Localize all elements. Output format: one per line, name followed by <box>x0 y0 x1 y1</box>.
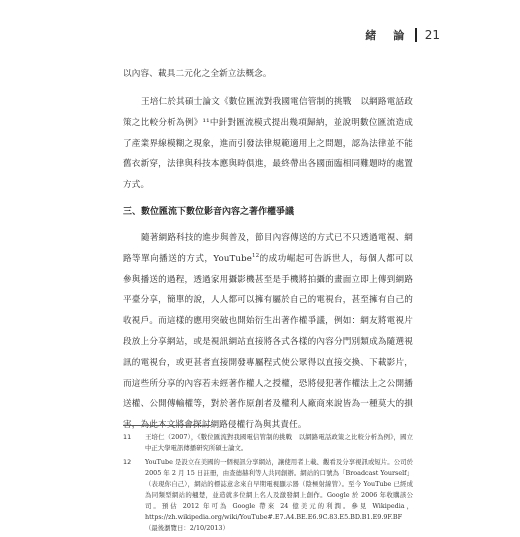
section-heading: 三、數位匯流下數位影音內容之著作權爭議 <box>123 207 295 217</box>
footnote-ref-12: 12 <box>251 252 260 259</box>
footnote-divider <box>123 425 211 426</box>
running-section-title: 緒 論 <box>365 29 408 42</box>
page-number: 21 <box>424 28 440 42</box>
paragraph-intro: 以內容、載具二元化之全新立法概念。 <box>123 69 272 79</box>
paragraph-main-text-1: 隨著網路科技的進步與普及，節目內容傳送的方式已不只透過電視、網路等單向播送的方式，YouTube <box>123 233 413 264</box>
footnote-text: YouTube 是設立在美國的一個視訊分享網站，讓使用者上載、觀看及分享視訊或短片。公司於 2005 年 2 月 15 日註冊，由查德赫利等人共同創辦。網站的口號為「Broadcast Yourself」（表現你自己），網站的標誌意念來自早期電視顯示器（陰極射線管）。至今 YouTube 已經成為同類型網站的翹楚，並造就多位網上名人及激發網上創作。Google 於 2006 年收購該公司。預估 2012 年可為 Google 帶來 24 億美元的利潤。參見 Wikipedia，https://zh.wikipedia.org/wiki/YouTube#.E7.A4.BE.E6.9C.83.E5.BD.B1.E9.9F.BF（最後瀏覽日：2/10/2013） <box>145 458 413 532</box>
footnote-item <box>123 457 413 534</box>
footnotes <box>123 432 413 537</box>
paragraph-main-text-2: 的成功崛起可告訴世人，每個人都可以參與播送的過程，透過家用攝影機甚至是手機將拍攝的畫面立即上傳到網路平臺分享，簡單的說，人人都可以擁有屬於自己的電視台，甚至擁有自己的收視戶。而這樣的應用突破也開始衍生出著作權爭議，例如：網友將電視片段放上分享網站，或是視訊網站直接將各式各樣的內容分門別類成為隨選視訊的電視台，或更甚者直接開發專屬程式使公眾得以直接交換、下載影片，而這些所分享的內容若未經著作權人之授權，恐將侵犯著作權法上之公開播送權、公開傳輸權等，對於著作原創者及權利人廠商來說皆為一種莫大的損害，為此本文將會探討網路侵權行為與其責任。 <box>123 253 413 431</box>
paragraph-main <box>123 228 413 436</box>
footnote-number: 11 <box>123 433 132 441</box>
header-divider <box>415 28 417 42</box>
paragraph-thesis: 王培仁於其碩士論文《數位匯流對我國電信管制的挑戰 以網路電話政策之比較分析為例》¹¹中針對匯流模式提出幾項歸納，並說明數位匯流造成了產業界線模糊之現象，進而引發法律規範適用上之問題，認為法律並不能舊衣新穿，法律與科技本應與時俱進，最終帶出各國面臨相同難題時的處置方式。 <box>123 97 413 191</box>
footnote-item <box>123 432 413 454</box>
page-header <box>365 27 440 43</box>
footnote-number: 12 <box>123 458 132 466</box>
footnote-text: 王培仁（2007），《數位匯流對我國電信管制的挑戰 以網路電話政策之比較分析為例》，國立中正大學電訊傳播研究所碩士論文。 <box>145 433 413 452</box>
